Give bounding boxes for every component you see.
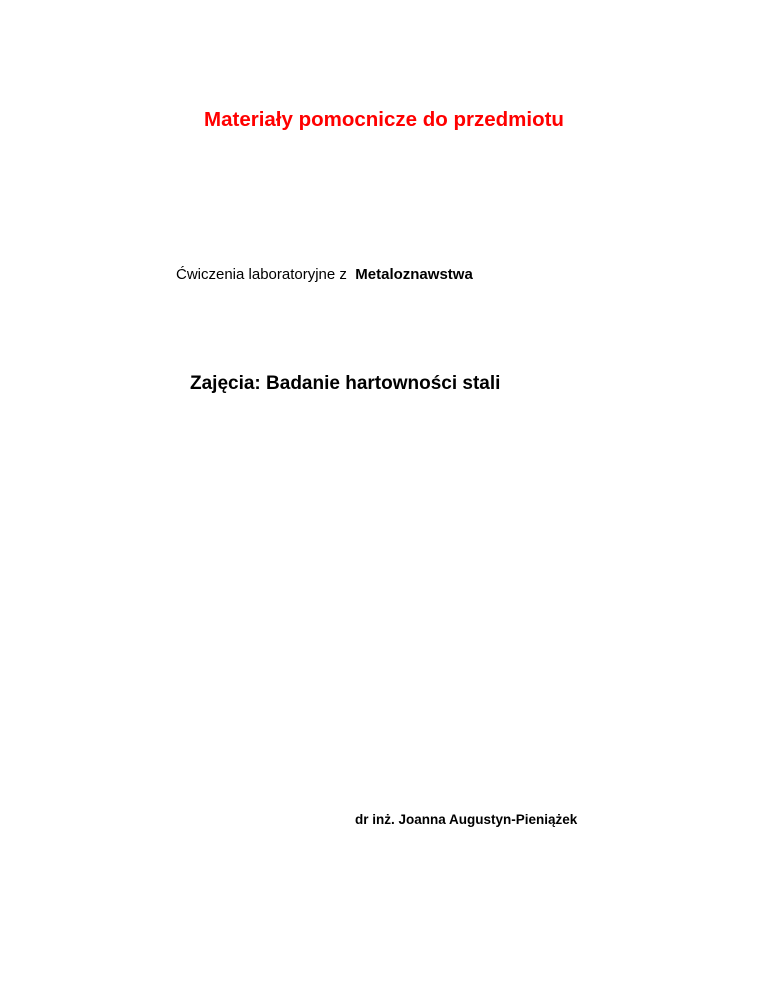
course-line bbox=[176, 265, 473, 285]
document-title: Materiały pomocnicze do przedmiotu bbox=[204, 108, 564, 131]
course-prefix: Ćwiczenia laboratoryjne z bbox=[176, 266, 347, 283]
course-subject: Metaloznawstwa bbox=[355, 266, 473, 283]
author-name: dr inż. Joanna Augustyn-Pieniążek bbox=[355, 812, 578, 827]
topic-heading: Zajęcia: Badanie hartowności stali bbox=[190, 373, 501, 394]
